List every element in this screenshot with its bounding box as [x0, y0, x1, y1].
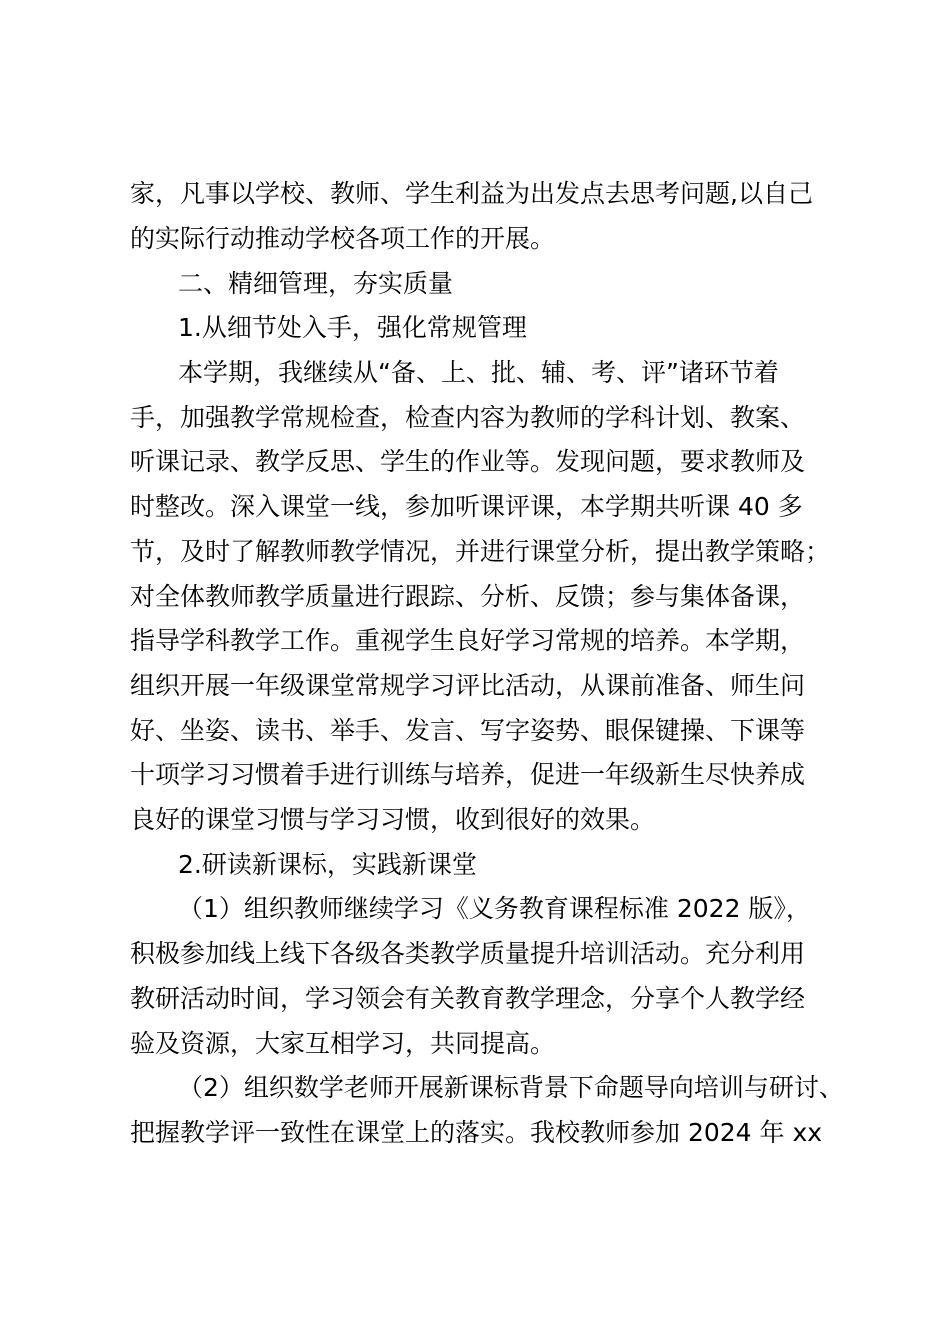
- paragraph-line: 积极参加线上线下各级各类教学质量提升培训活动。充分利用: [130, 939, 806, 968]
- paragraph-line: 家，凡事以学校、教师、学生利益为出发点去思考问题,以自己: [130, 179, 813, 208]
- paragraph-line: 本学期，我继续从“备、上、批、辅、考、评”诸环节着: [178, 358, 779, 387]
- paragraph-line: 教研活动时间，学习领会有关教育教学理念，分享个人教学经: [130, 984, 806, 1013]
- paragraph-line: 节，及时了解教师教学情况，并进行课堂分析，提出教学策略；: [130, 537, 831, 566]
- paragraph-line: 的实际行动推动学校各项工作的开展。: [130, 224, 556, 253]
- paragraph-line: 组织开展一年级课堂常规学习评比活动，从课前准备、师生问: [130, 671, 806, 700]
- paragraph-line: 指导学科教学工作。重视学生良好学习常规的培养。本学期，: [130, 626, 806, 655]
- paragraph-line: 对全体教师教学质量进行跟踪、分析、反馈；参与集体备课，: [130, 582, 806, 611]
- subsection-heading: 2.研读新课标，实践新课堂: [178, 850, 477, 879]
- paragraph-line: 听课记录、教学反思、学生的作业等。发现问题，要求教师及: [130, 447, 806, 476]
- paragraph-line: （1）组织教师继续学习《义务教育课程标准 2022 版》，: [178, 894, 811, 923]
- paragraph-line: 十项学习习惯着手进行训练与培养，促进一年级新生尽快养成: [130, 760, 806, 789]
- paragraph-line: 把握教学评一致性在课堂上的落实。我校教师参加 2024 年 xx: [130, 1118, 823, 1147]
- paragraph-line: （2）组织数学老师开展新课标背景下命题导向培训与研讨、: [178, 1073, 844, 1102]
- subsection-heading: 1.从细节处入手，强化常规管理: [178, 313, 527, 342]
- paragraph-line: 手，加强教学常规检查，检查内容为教师的学科计划、教案、: [130, 403, 806, 432]
- paragraph-line: 好、坐姿、读书、举手、发言、写字姿势、眼保键操、下课等: [130, 716, 806, 745]
- section-heading: 二、精细管理，夯实质量: [178, 269, 454, 298]
- paragraph-line: 验及资源，大家互相学习，共同提高。: [130, 1029, 556, 1058]
- paragraph-line: 良好的课堂习惯与学习习惯，收到很好的效果。: [130, 805, 656, 834]
- paragraph-line: 时整改。深入课堂一线，参加听课评课，本学期共听课 40 多: [130, 492, 803, 521]
